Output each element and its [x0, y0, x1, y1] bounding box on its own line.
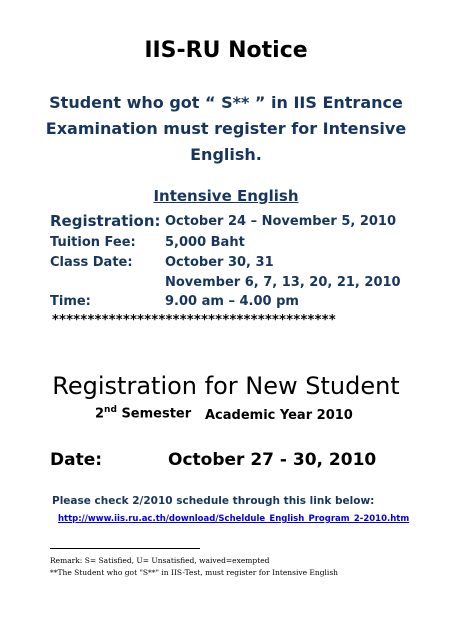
tuition-value: 5,000 Baht [165, 235, 245, 250]
new-student-title: Registration for New Student [52, 372, 400, 400]
semester-word: Semester [121, 406, 192, 422]
registration-value: October 24 – November 5, 2010 [165, 214, 397, 229]
remark-line-1: Remark: S= Satisfied, U= Unsatisfied, waived=exempted [50, 556, 270, 565]
date-value: October 27 - 30, 2010 [168, 450, 377, 470]
remark-line-2: **The Student who got "S**" in IIS-Test, must register for Intensive English [50, 568, 339, 577]
time-label: Time: [50, 294, 91, 309]
date-label: Date: [50, 450, 103, 470]
time-value: 9.00 am – 4.00 pm [165, 294, 299, 309]
subtitle-line-2: Examination must register for Intensive [45, 119, 407, 138]
semester-suffix: nd [104, 405, 117, 415]
semester-number: 2 [95, 406, 105, 422]
intensive-english-heading: Intensive English [153, 187, 299, 205]
schedule-check-text: Please check 2/2010 schedule through this link below: [52, 495, 375, 507]
semester-label [95, 405, 191, 421]
class-date-label: Class Date: [50, 255, 133, 270]
class-date-value-2: November 6, 7, 13, 20, 21, 2010 [165, 275, 401, 290]
tuition-label: Tuition Fee: [50, 235, 136, 250]
registration-label: Registration: [50, 212, 161, 230]
class-date-value-1: October 30, 31 [165, 255, 274, 270]
schedule-link[interactable]: http://www.iis.ru.ac.th/download/Scheldule_English_Program_2-2010.htm [58, 514, 410, 524]
footnote-divider [50, 548, 200, 549]
star-divider: **************************************** [52, 313, 336, 328]
subtitle-line-3: English. [190, 145, 262, 164]
subtitle-line-1: Student who got “ S** ” in IIS Entrance [49, 93, 403, 112]
page-title: IIS-RU Notice [144, 38, 308, 63]
academic-year: Academic Year 2010 [205, 408, 353, 423]
